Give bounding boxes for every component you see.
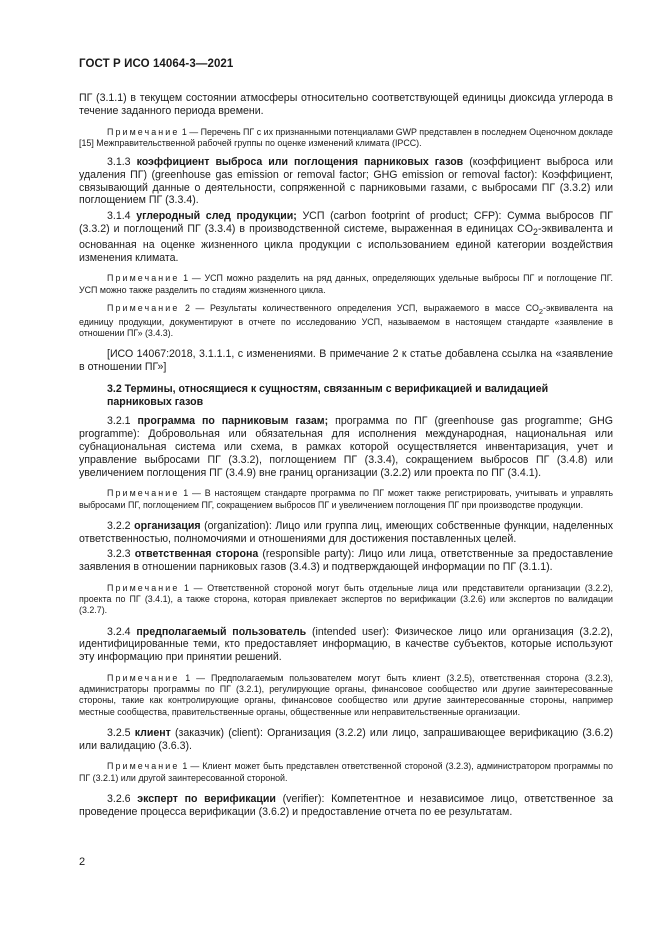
note-text: 1 — Предполагаемым пользователем могут быть клиент (3.2.5), ответственная сторона (3.2.3), администраторы программы по ПГ (3.2.1), регулирующие органы, финансовое сообщество или другие заинтересованные стороны, такие как контролирующие органы, финансовое сообщество или другие заинтересованные стороны, например местные сообщества, правительственные органы, общественные или неправительственные организации. — [79, 673, 613, 717]
note-ghg-list — [79, 127, 613, 149]
term-definition: (коэффициент выброса или удаления ПГ) (greenhouse gas emission or removal factor; GHG emission or removal factor): Коэффициент, связывающий данные о деятельности, сопряженной с парниковыми газами, с выбросами ПГ (3.3.2) или поглощением ПГ (3.3.4). — [79, 156, 613, 207]
page-number: 2 — [79, 856, 86, 868]
note-text: 1 — В настоящем стандарте программа по ПГ может также регистрировать, учитывать и управлять выбросами ПГ, поглощением ПГ, сокращением выбросов ПГ и увеличением поглощения ПГ при производстве продукции. — [79, 488, 613, 510]
note-label: Примечание — [107, 302, 180, 313]
term-title: программа по парниковым газам; — [137, 415, 329, 428]
term-number: 3.1.4 — [107, 210, 137, 223]
term-definition: УСП (carbon footprint of product; CFP): Сумма выбросов ПГ (3.3.2) и поглощений ПГ (3.3.4) в производственной системе, выраженная в единицах CO — [79, 210, 613, 235]
subscript: 2 — [533, 227, 538, 238]
term-3-2-3 — [79, 548, 613, 574]
note-label: Примечание — [107, 126, 180, 137]
term-definition: (organization): Лицо или группа лиц, имеющих собственные функции, наделенных ответственностью, полномочиями и отношениями для достижения поставленных целей. — [79, 519, 613, 545]
term-3-2-2 — [79, 520, 613, 546]
term-definition: (verifier): Компетентное и независимое лицо, ответственное за проведение процесса верификации (3.6.2) и предоставление отчета по ее результатам. — [79, 792, 614, 818]
note-cfp-2 — [79, 303, 613, 339]
note-text: 1 — УСП можно разделить на ряд данных, определяющих удельные выбросы ПГ и поглощение ПГ. УСП можно также разделить по стадиям жизненного цикла. — [79, 273, 613, 295]
term-definition: (заказчик) (client): Организация (3.2.2) или лицо, запрашивающее верификацию (3.6.2) или валидацию (3.6.3). — [79, 726, 613, 752]
note-text: 1 — Перечень ПГ с их признанными потенциалами GWP представлен в последнем Оценочном докладе [15] Межправительственной рабочей группы по оценке изменений климата (IPCC). — [79, 126, 613, 148]
continuation-paragraph: ПГ (3.1.1) в текущем состоянии атмосферы относительно соответствующей единицы диоксида углерода в течение заданного периода времени. — [79, 92, 613, 117]
note-label: Примечание — [107, 273, 180, 284]
term-3-2-5 — [79, 727, 613, 753]
term-number: 3.2.6 — [107, 792, 138, 805]
subscript: 2 — [538, 306, 544, 316]
note-intended-user — [79, 673, 613, 718]
term-3-2-6 — [79, 793, 613, 819]
note-client — [79, 761, 613, 783]
note-responsible-party — [79, 583, 613, 617]
term-number: 3.1.3 — [107, 156, 137, 168]
term-3-2-1 — [79, 415, 613, 479]
term-title: коэффициент выброса или поглощения парниковых газов — [136, 156, 464, 168]
source-reference: [ИСО 14067:2018, 3.1.1.1, с изменениями. В примечание 2 к статье добавлена ссылка на «заявление в отношении ПГ»] — [79, 348, 613, 374]
note-label: Примечание — [107, 583, 180, 594]
standard-header: ГОСТ Р ИСО 14064-3—2021 — [79, 58, 234, 70]
term-title: клиент — [134, 726, 171, 739]
note-text: 1 — Ответственной стороной могут быть отдельные лица или представители организации (3.2.2), проекта по ПГ (3.4.1), а также сторона, которая привлекает экспертов по верификации (3.2.6) или экспертов по валидации (3.2.7). — [79, 583, 613, 616]
term-3-1-3 — [79, 156, 613, 207]
note-label: Примечание — [107, 488, 180, 499]
term-3-1-4 — [79, 210, 613, 264]
term-title: организация — [134, 519, 201, 532]
term-number: 3.2.3 — [107, 548, 135, 561]
term-number: 3.2.2 — [107, 519, 135, 532]
note-text-cont: -эквивалента на единицу продукции, документируют в отчете по исследованию УСП, называемом в настоящем стандарте «заявление в отношении ПГ» (3.4.3). — [79, 302, 613, 339]
term-number: 3.2.5 — [107, 726, 135, 739]
term-number: 3.2.4 — [107, 625, 137, 638]
term-title: ответственная сторона — [134, 548, 259, 561]
note-ghg-programme — [79, 488, 613, 510]
term-title: углеродный след продукции; — [136, 210, 297, 223]
term-definition: (intended user): Физическое лицо или организация (3.2.2), идентифицированные теми, кто предоставляет информацию, в качестве субъектов, которые используют эту информацию при принятии решений. — [79, 625, 613, 664]
note-text: 2 — Результаты количественного определения УСП, выражаемого в массе CO — [179, 302, 539, 313]
term-definition-cont: -эквивалента и основанная на оценке жизненного цикла продукции с использованием единой категории воздействия изменения климата. — [79, 222, 613, 264]
term-number: 3.2.1 — [107, 415, 138, 428]
note-text: 1 — Клиент может быть представлен ответственной стороной (3.2.3), администратором программы по ПГ (3.2.1) или другой заинтересованной стороной. — [79, 761, 613, 783]
note-label: Примечание — [107, 761, 180, 772]
section-heading-3-2: 3.2 Термины, относящиеся к сущностям, связанным с верификацией и валидацией парниковых газов — [107, 382, 549, 408]
term-3-2-4 — [79, 626, 613, 664]
term-title: предполагаемый пользователь — [136, 625, 307, 638]
page-content — [79, 92, 613, 818]
note-label: Примечание — [107, 673, 180, 684]
term-definition: программа по ПГ (greenhouse gas programme; GHG programme): Добровольная или обязательная для исполнения международная, национальная или субнациональная система или схема, в рамках которой осуществляется инвентаризация, учет и управление выбросами ПГ (3.3.2), поглощением ПГ (3.3.4), сокращением выбросов ПГ (3.4.8) или увеличением поглощения ПГ (3.4.9) вне границ организации (3.2.2) или проекта по ПГ (3.4.1). — [79, 415, 613, 479]
term-definition: (responsible party): Лицо или лица, ответственные за предоставление заявления в отношении парниковых газов (3.4.3) и подтверждающей информации по ПГ (3.1.1). — [79, 548, 613, 574]
term-title: эксперт по верификации — [137, 792, 276, 805]
note-cfp-1 — [79, 273, 613, 295]
